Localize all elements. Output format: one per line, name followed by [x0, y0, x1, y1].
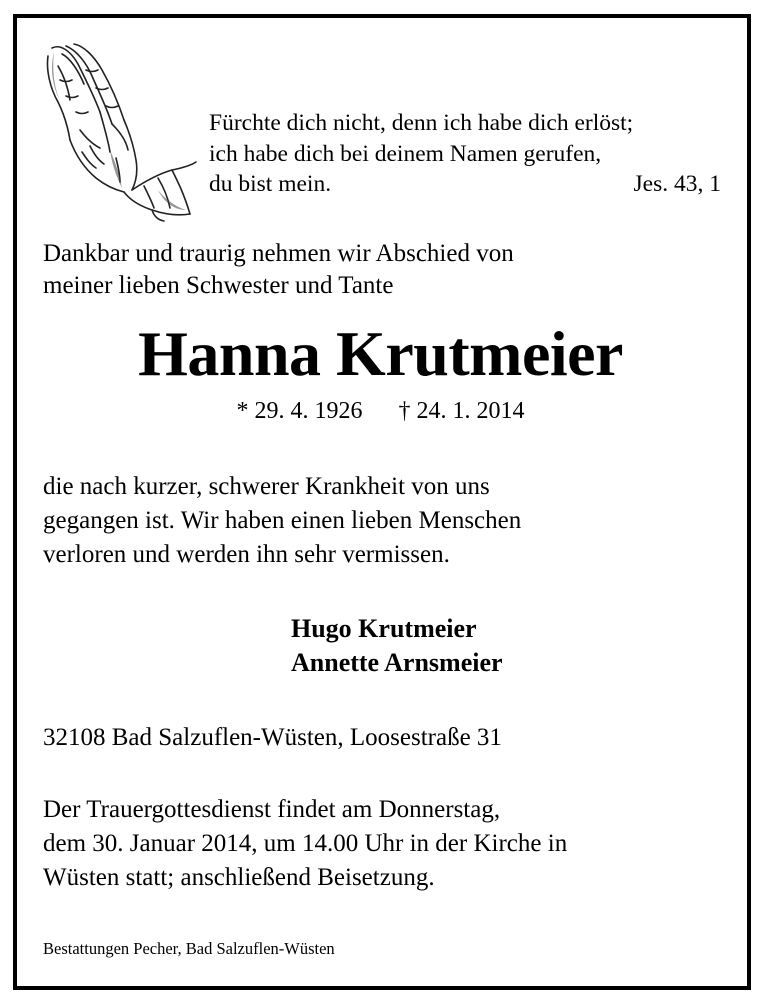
verse-line-2: ich habe dich bei deinem Namen gerufen,	[209, 140, 602, 167]
funeral-service-info	[43, 793, 567, 895]
funeral-home-credit: Bestattungen Pecher, Bad Salzuflen-Wüsten	[43, 939, 335, 958]
service-line-2: dem 30. Januar 2014, um 14.00 Uhr in der Kirche in	[43, 830, 568, 857]
message-line-1: die nach kurzer, schwerer Krankheit von uns	[43, 473, 490, 500]
mourners-list	[291, 612, 503, 680]
message-line-3: verloren und werden ihn sehr vermissen.	[43, 541, 450, 568]
verse-reference: Jes. 43, 1	[633, 171, 721, 197]
mourner-name: Hugo Krutmeier	[291, 614, 477, 643]
deceased-name: Hanna Krutmeier	[138, 318, 623, 389]
verse-line-1: Fürchte dich nicht, denn ich habe dich erlöst;	[209, 110, 634, 136]
intro-line-1: Dankbar und traurig nehmen wir Abschied von	[43, 240, 514, 267]
life-dates: * 29. 4. 1926 † 24. 1. 2014	[236, 398, 525, 424]
praying-hands-icon	[40, 40, 198, 222]
address: 32108 Bad Salzuflen-Wüsten, Loosestraße 31	[43, 724, 502, 751]
verse-line-3-text: du bist mein.	[209, 171, 332, 197]
service-line-3: Wüsten statt; anschließend Beisetzung.	[43, 864, 435, 891]
verse-line-3	[209, 169, 729, 200]
intro-text	[43, 238, 514, 302]
bible-verse	[209, 108, 729, 200]
service-line-1: Der Trauergottesdienst findet am Donnerstag,	[43, 796, 501, 823]
mourner-name: Annette Arnsmeier	[291, 648, 503, 677]
intro-line-2: meiner lieben Schwester und Tante	[43, 272, 394, 299]
message-text	[43, 470, 521, 572]
message-line-2: gegangen ist. Wir haben einen lieben Menschen	[43, 507, 522, 534]
